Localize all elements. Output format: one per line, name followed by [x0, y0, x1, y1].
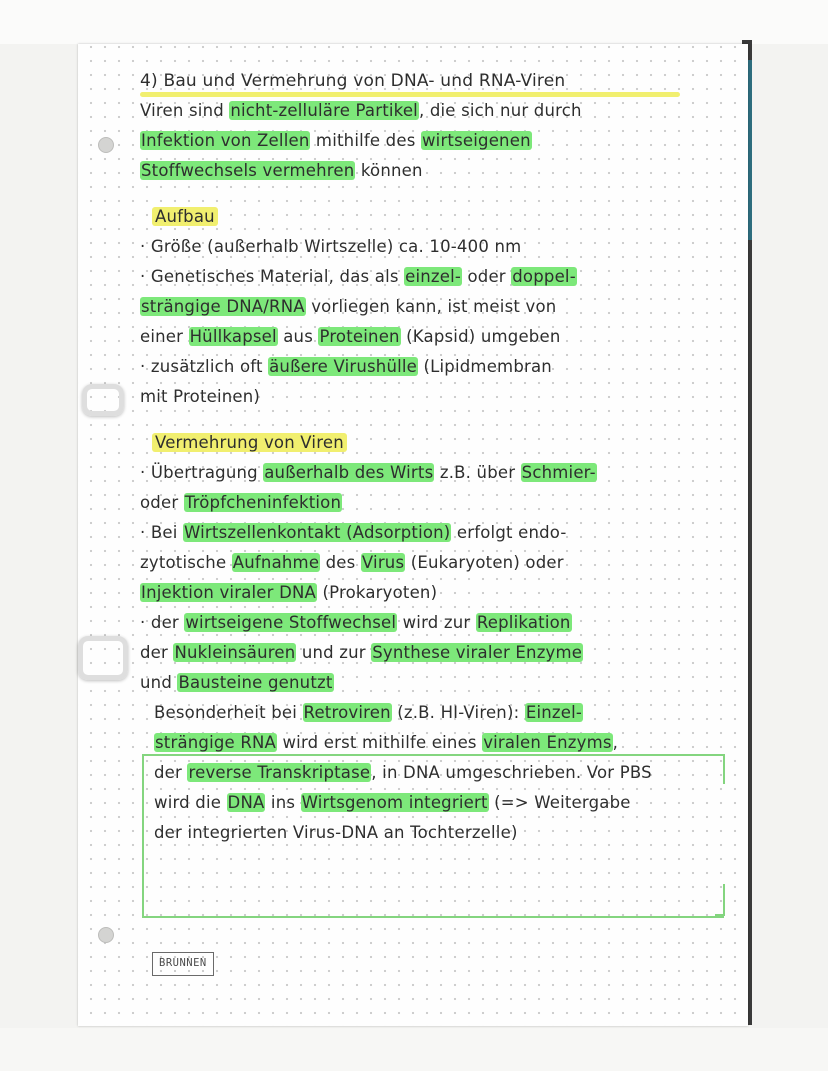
note-text: oder: [140, 493, 184, 512]
note-text: wird erst mithilfe eines: [277, 733, 483, 752]
highlighted-text: Virus: [361, 553, 405, 572]
highlighted-text: Proteinen: [319, 327, 400, 346]
highlighted-text: Einzel-: [525, 703, 583, 722]
aufbau-line: [140, 322, 740, 352]
highlighted-text: Replikation: [476, 613, 571, 632]
note-text: der integrierten Virus-DNA an Tochterzelle): [154, 823, 518, 842]
highlighted-text: Wirtszellenkontakt (Adsorption): [184, 523, 451, 542]
note-text: aus: [277, 327, 319, 346]
note-text: mithilfe des: [310, 131, 421, 150]
note-text: und zur: [296, 643, 372, 662]
note-text: · Genetisches Material, das als: [140, 267, 405, 286]
note-text: · Größe (außerhalb Wirtszelle) ca. 10-400 nm: [140, 237, 522, 256]
highlighted-text: viralen Enzyms: [483, 733, 612, 752]
retrovirus-box-corner-bottom: [715, 884, 725, 916]
highlighted-text: Retroviren: [303, 703, 391, 722]
retrovirus-line: [154, 788, 740, 818]
section-heading-vermehrung: Vermehrung von Viren: [152, 433, 347, 452]
note-text: , in DNA umgeschrieben. Vor PBS: [371, 763, 652, 782]
highlighted-text: äußere Virushülle: [269, 357, 418, 376]
note-text: erfolgt endo-: [451, 523, 567, 542]
background-top: [0, 0, 828, 44]
note-text: können: [355, 161, 423, 180]
highlighted-text: Aufnahme: [232, 553, 320, 572]
vermehrung-line: [140, 578, 740, 608]
note-text: wird zur: [397, 613, 476, 632]
note-text: des: [320, 553, 361, 572]
note-text: · Übertragung: [140, 463, 264, 482]
brunnen-logo: BRUNNEN: [152, 952, 214, 976]
highlighted-text: Bausteine genutzt: [178, 673, 333, 692]
note-text: (Kapsid) umgeben: [400, 327, 561, 346]
note-text: (Prokaryoten): [317, 583, 438, 602]
intro-line: [140, 126, 740, 156]
highlighted-text: Hüllkapsel: [189, 327, 277, 346]
note-text: wird die: [154, 793, 227, 812]
vermehrung-line: [140, 458, 740, 488]
aufbau-line: [140, 262, 740, 292]
note-text: und: [140, 673, 178, 692]
note-text: ,: [612, 733, 619, 752]
punch-hole: [98, 927, 114, 943]
note-title-line: [140, 66, 740, 96]
highlighted-text: strängige RNA: [155, 733, 277, 752]
retrovirus-line: [154, 698, 740, 728]
binder-ring: [82, 384, 124, 416]
note-text: vorliegen kann, ist meist von: [305, 297, 557, 316]
note-text: Besonderheit bei: [154, 703, 303, 722]
note-text: (Eukaryoten) oder: [405, 553, 564, 572]
retrovirus-line: [154, 818, 740, 848]
note-text: (z.B. HI-Viren):: [391, 703, 525, 722]
highlighted-text: Schmier-: [521, 463, 596, 482]
section-vermehrung: [140, 458, 740, 698]
note-text: · zusätzlich oft: [140, 357, 269, 376]
highlighted-text: DNA: [227, 793, 265, 812]
highlighted-text: wirtseigenen: [421, 131, 531, 150]
intro-paragraph: [140, 96, 740, 186]
vermehrung-line: [140, 638, 740, 668]
note-text: ins: [265, 793, 301, 812]
highlighted-text: strängige DNA/RNA: [141, 297, 305, 316]
vermehrung-line: [140, 548, 740, 578]
highlighted-text: Nukleinsäuren: [174, 643, 296, 662]
note-text: zytotische: [140, 553, 232, 572]
note-text: der: [154, 763, 188, 782]
highlighted-text: wirtseigene Stoffwechsel: [185, 613, 397, 632]
highlighted-text: Tröpfcheninfektion: [184, 493, 342, 512]
note-text: oder: [462, 267, 512, 286]
highlighted-text: einzel-: [405, 267, 462, 286]
note-text: z.B. über: [434, 463, 521, 482]
note-title: 4) Bau und Vermehrung von DNA- und RNA-Viren: [140, 71, 566, 91]
retrovirus-paragraph: [154, 698, 740, 848]
section-heading-line: [152, 428, 740, 458]
vermehrung-line: [140, 608, 740, 638]
note-text: (=> Weitergabe: [488, 793, 631, 812]
note-text: , die sich nur durch: [418, 101, 582, 120]
note-text: · Bei: [140, 523, 183, 542]
aufbau-line: [140, 232, 740, 262]
section-heading-line: [152, 202, 740, 232]
note-text: Viren sind: [140, 101, 230, 120]
note-text: einer: [140, 327, 189, 346]
highlighted-text: Stoffwechsels vermehren: [141, 161, 355, 180]
highlighted-text: Synthese viraler Enzyme: [372, 643, 583, 662]
note-text: mit Proteinen): [140, 387, 261, 406]
aufbau-line: [140, 352, 740, 382]
vermehrung-line: [140, 518, 740, 548]
binder-ring: [78, 636, 128, 680]
note-text: der: [140, 643, 174, 662]
intro-line: [140, 96, 740, 126]
handwritten-notes: [140, 66, 740, 848]
punch-hole: [98, 137, 114, 153]
note-text: · der: [140, 613, 185, 632]
aufbau-line: [140, 382, 740, 412]
section-aufbau: [140, 232, 740, 412]
retrovirus-line: [154, 758, 740, 788]
highlighted-text: außerhalb des Wirts: [264, 463, 434, 482]
highlighted-text: Infektion von Zellen: [141, 131, 310, 150]
highlighted-text: Wirtsgenom integriert: [301, 793, 488, 812]
section-heading-aufbau: Aufbau: [152, 207, 218, 226]
vermehrung-line: [140, 488, 740, 518]
highlighted-text: doppel-: [512, 267, 576, 286]
retrovirus-line: [154, 728, 740, 758]
highlighted-text: Injektion viraler DNA: [141, 583, 317, 602]
intro-line: [140, 156, 740, 186]
vermehrung-line: [140, 668, 740, 698]
note-text: (Lipidmembran: [418, 357, 552, 376]
background-bottom: [0, 1028, 828, 1071]
aufbau-line: [140, 292, 740, 322]
highlighted-text: reverse Transkriptase: [188, 763, 371, 782]
highlighted-text: nicht-zelluläre Partikel: [230, 101, 418, 120]
